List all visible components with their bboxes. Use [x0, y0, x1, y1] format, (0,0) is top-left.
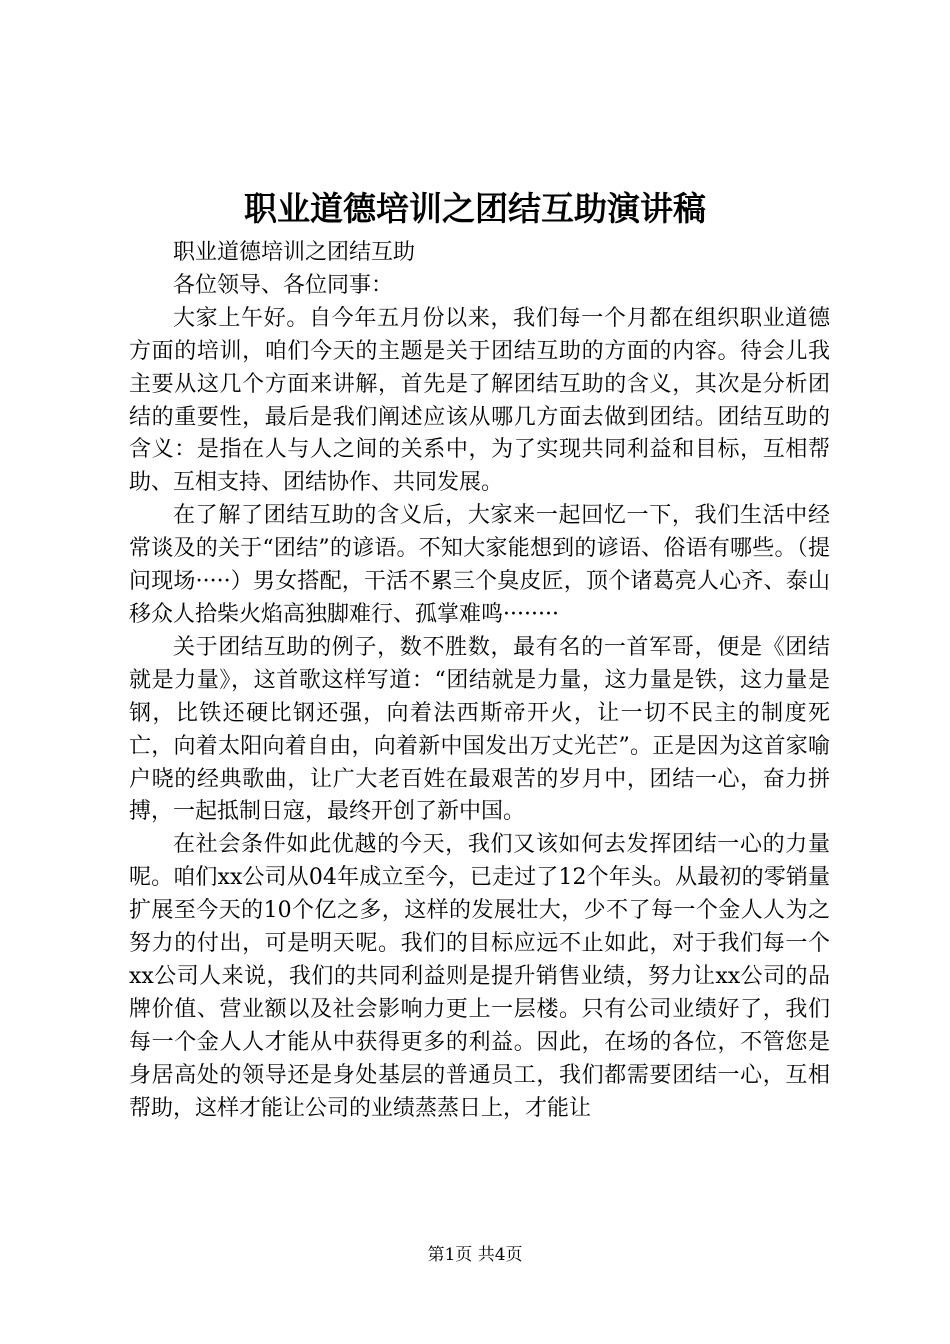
paragraph-introduction: 大家上午好。自今年五月份以来，我们每一个月都在组织职业道德方面的培训，咱们今天的主题是关于团结互助的方面的内容。待会儿我主要从这几个方面来讲解，首先是了解团结互助的含义，其次是分析团结的重要性，最后是我们阐述应该从哪几方面去做到团结。团结互助的含义：是指在人与人之间的关系中，为了实现共同利益和目标，互相帮助、互相支持、团结协作、共同发展。 — [129, 305, 830, 496]
paragraph-company: 在社会条件如此优越的今天，我们又该如何去发挥团结一心的力量呢。咱们xx公司从04年成立至今，已走过了12个年头。从最初的零销量扩展至今天的10个亿之多，这样的发展壮大，少不了每一个金人人为之努力的付出，可是明天呢。我们的目标应远不止如此，对于我们每一个xx公司人来说，我们的共同利益则是提升销售业绩，努力让xx公司的品牌价值、营业额以及社会影响力更上一层楼。只有公司业绩好了，我们每一个金人人才能从中获得更多的利益。因此，在场的各位，不管您是身居高处的领导还是身处基层的普通员工，我们都需要团结一心，互相帮助，这样才能让公司的业绩蒸蒸日上，才能让 — [129, 832, 830, 1121]
paragraph-song-example: 关于团结互助的例子，数不胜数，最有名的一首军哥，便是《团结就是力量》，这首歌这样写道：“团结就是力量，这力量是铁，这力量是钢，比铁还硬比钢还强，向着法西斯帝开火，让一切不民主的制度死亡，向着太阳向着自由，向着新中国发出万丈光芒”。正是因为这首家喻户晓的经典歌曲，让广大老百姓在最艰苦的岁月中，团结一心，奋力拼搏，一起抵制日寇，最终开创了新中国。 — [129, 634, 830, 825]
page-footer: 第1页 共4页 — [427, 1245, 523, 1265]
paragraph-subtitle: 职业道德培训之团结互助 — [173, 240, 416, 265]
paragraph-salutation: 各位领导、各位同事： — [173, 272, 394, 298]
paragraph-proverbs: 在了解了团结互助的含义后，大家来一起回忆一下，我们生活中经常谈及的关于“团结”的谚语。不知大家能想到的谚语、俗语有哪些。（提问现场·····）男女搭配，干活不累三个臭皮匠，顶个诸葛亮人心齐、泰山移众人拾柴火焰高独脚难行、孤掌难鸣········ — [129, 503, 830, 627]
document-title: 职业道德培训之团结互助演讲稿 — [244, 189, 706, 228]
document-body — [129, 237, 830, 1125]
